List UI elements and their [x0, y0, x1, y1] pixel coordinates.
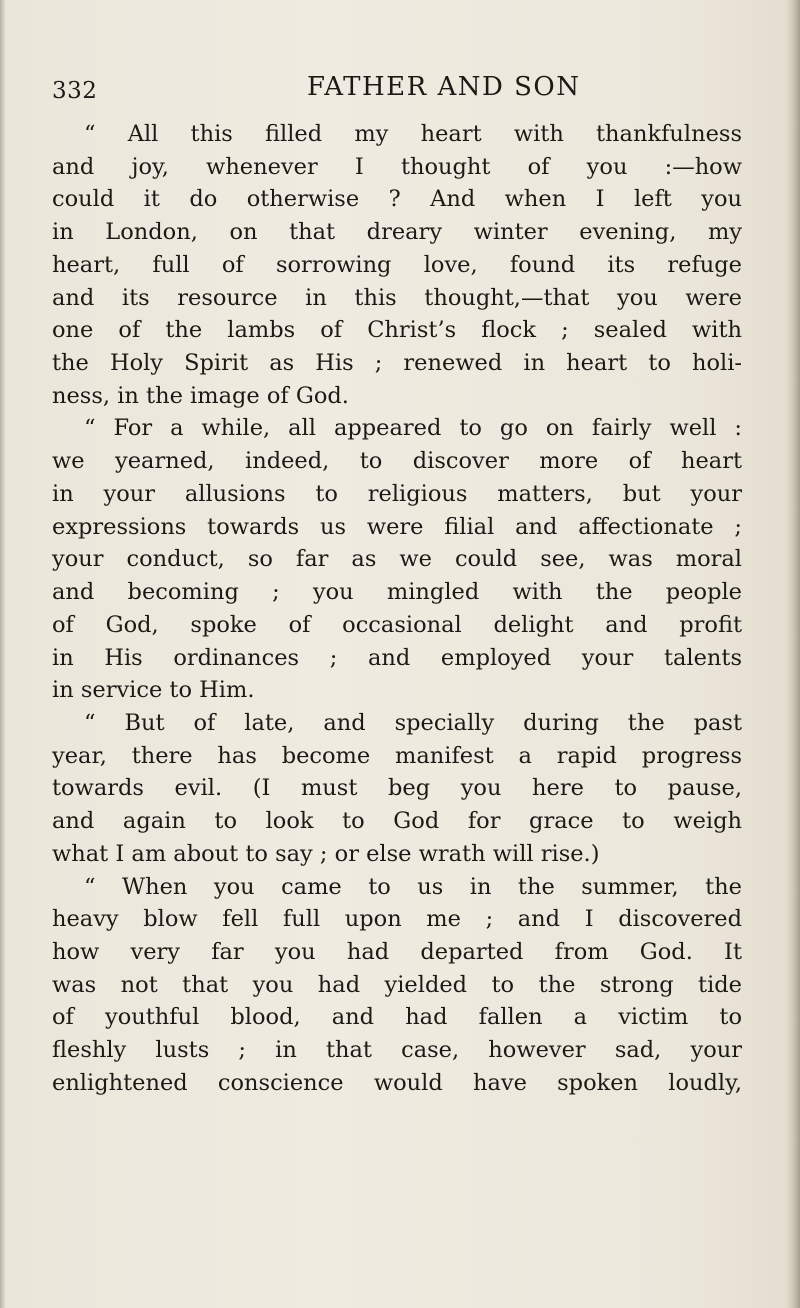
page-edge-shadow — [786, 0, 800, 1308]
text-line: and again to look to God for grace to weigh — [52, 808, 742, 835]
page-gutter-shadow — [0, 0, 6, 1308]
text-line: “ For a while, all appeared to go on fairly well : — [84, 415, 742, 442]
text-line: and becoming ; you mingled with the people — [52, 579, 742, 606]
text-line: in service to Him. — [52, 677, 255, 704]
page-number: 332 — [52, 78, 98, 104]
text-line: “ All this filled my heart with thankfulness — [84, 121, 742, 147]
text-line: what I am about to say ; or else wrath will rise.) — [52, 840, 600, 867]
text-line: the Holy Spirit as His ; renewed in heart to holi- — [52, 350, 742, 377]
text-line: one of the lambs of Christ’s flock ; sealed with — [52, 317, 742, 344]
text-line: your conduct, so far as we could see, was moral — [52, 546, 742, 573]
text-line: in His ordinances ; and employed your talents — [52, 644, 742, 671]
text-line: “ But of late, and specially during the past — [84, 709, 742, 736]
text-line: heavy blow fell full upon me ; and I discovered — [52, 906, 742, 933]
text-line: fleshly lusts ; in that case, however sad, your — [52, 1037, 742, 1064]
text-line: enlightened conscience would have spoken loudly, — [52, 1069, 742, 1096]
text-line: was not that you had yielded to the strong tide — [52, 971, 742, 998]
text-line: expressions towards us were filial and affectionate ; — [52, 513, 742, 540]
text-line: “ When you came to us in the summer, the — [84, 873, 742, 900]
text-line: of God, spoke of occasional delight and profit — [52, 611, 742, 638]
text-line: ness, in the image of God. — [52, 382, 349, 409]
text-line: heart, full of sorrowing love, found its refuge — [52, 251, 742, 278]
text-line: towards evil. (I must beg you here to pause, — [52, 775, 742, 802]
text-line: of youthful blood, and had fallen a victim to — [52, 1004, 742, 1031]
text-line: and its resource in this thought,—that you were — [52, 284, 742, 311]
text-line: we yearned, indeed, to discover more of heart — [52, 448, 742, 475]
text-line: could it do otherwise ? And when I left you — [52, 186, 742, 213]
text-line: how very far you had departed from God. It — [52, 938, 742, 965]
running-head: FATHER AND SON — [307, 72, 581, 102]
body-text — [52, 118, 742, 1100]
text-line: in your allusions to religious matters, but your — [52, 480, 742, 507]
text-line: and joy, whenever I thought of you :—how — [52, 153, 742, 180]
page-header — [52, 72, 772, 112]
text-line: year, there has become manifest a rapid progress — [52, 742, 742, 769]
text-line: in London, on that dreary winter evening, my — [52, 219, 742, 246]
